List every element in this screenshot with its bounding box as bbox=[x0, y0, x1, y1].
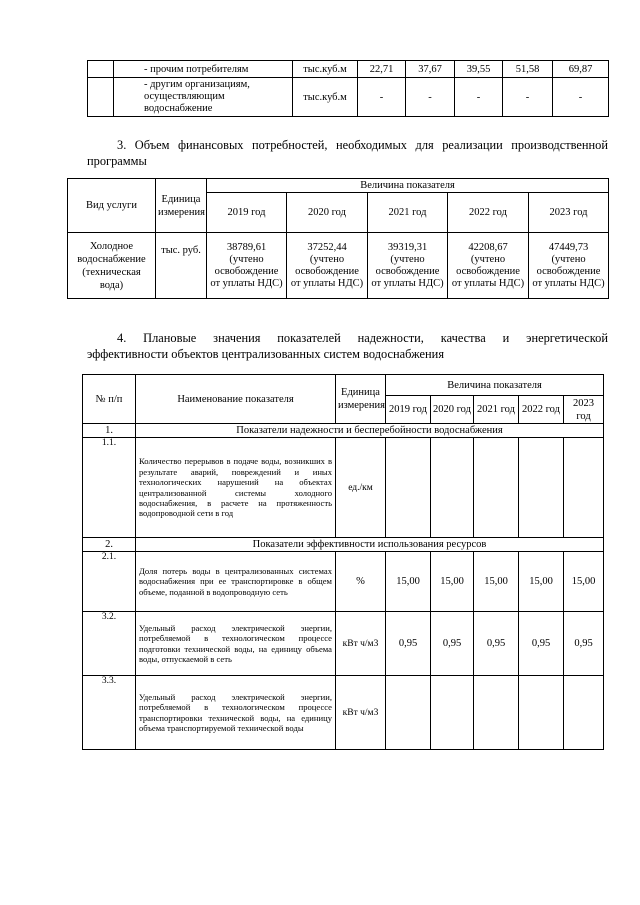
header-year: 2022 год bbox=[519, 396, 564, 424]
header-value: Величина показателя bbox=[386, 375, 604, 396]
row-name: - другим организациям, осуществляющим водоснабжение bbox=[114, 78, 293, 117]
cell-value bbox=[474, 676, 519, 750]
header-year: 2023 год bbox=[529, 193, 609, 233]
header-service: Вид услуги bbox=[68, 179, 156, 233]
row-name: Удельный расход электрической энергии, потребляемой в технологическом процессе подготовки технической воды, на единицу объема воды, отпускаемой в сеть bbox=[136, 612, 336, 676]
row-unit: тыс.куб.м bbox=[293, 61, 358, 78]
cell-value: 15,00 bbox=[431, 552, 474, 612]
cell-value: 38789,61 (учтено освобождение от уплаты НДС) bbox=[207, 233, 287, 299]
section3-title: 3. Объем финансовых потребностей, необходимых для реализации производственной программы bbox=[87, 138, 608, 168]
cell-value: 22,71 bbox=[358, 61, 406, 78]
consumption-table bbox=[87, 60, 609, 117]
row-name: Удельный расход электрической энергии, потребляемой в технологическом процессе транспортировки технической воды, на единицу объема транспортируемой технической воды bbox=[136, 676, 336, 750]
row-name: Количество перерывов в подаче воды, возникших в результате аварий, повреждений и иных технологических нарушений на объектах централизованной системы холодного водоснабжения, в расчете на протяженность водопроводной сети в год bbox=[136, 438, 336, 538]
cell-value: 0,95 bbox=[564, 612, 604, 676]
financial-needs-table bbox=[67, 178, 609, 299]
cell-value bbox=[564, 438, 604, 538]
cell-value: - bbox=[358, 78, 406, 117]
cell-value: 37252,44 (учтено освобождение от уплаты НДС) bbox=[287, 233, 368, 299]
cell-value: 51,58 bbox=[503, 61, 553, 78]
cell-value: - bbox=[553, 78, 609, 117]
table-row bbox=[83, 612, 604, 676]
header-year: 2019 год bbox=[386, 396, 431, 424]
cell-value bbox=[564, 676, 604, 750]
cell-value: 0,95 bbox=[474, 612, 519, 676]
row-num: 2.1. bbox=[83, 552, 136, 612]
row-service: Холодное водоснабжение (техническая вода) bbox=[68, 233, 156, 299]
header-year: 2023 год bbox=[564, 396, 604, 424]
table-row bbox=[83, 552, 604, 612]
cell-value: 39,55 bbox=[455, 61, 503, 78]
header-year: 2021 год bbox=[474, 396, 519, 424]
row-unit: тыс. руб. bbox=[156, 233, 207, 299]
header-num: № п/п bbox=[83, 375, 136, 424]
group-row bbox=[83, 424, 604, 438]
cell-value: 15,00 bbox=[474, 552, 519, 612]
cell-value bbox=[431, 438, 474, 538]
cell-value: - bbox=[503, 78, 553, 117]
section4-title bbox=[87, 330, 608, 362]
row-name: - прочим потребителям bbox=[114, 61, 293, 78]
header-unit: Единица измерения bbox=[156, 179, 207, 233]
row-name: Доля потерь воды в централизованных системах водоснабжения при ее транспортировке в общем объеме, поданной в водопроводную сеть bbox=[136, 552, 336, 612]
cell-value: 15,00 bbox=[386, 552, 431, 612]
header-year: 2020 год bbox=[431, 396, 474, 424]
cell-value: 39319,31 (учтено освобождение от уплаты НДС) bbox=[368, 233, 448, 299]
cell-value: 69,87 bbox=[553, 61, 609, 78]
row-num: 3.2. bbox=[83, 612, 136, 676]
cell-value: - bbox=[455, 78, 503, 117]
row-num: 3.3. bbox=[83, 676, 136, 750]
cell-value bbox=[519, 676, 564, 750]
header-unit: Единица измерения bbox=[336, 375, 386, 424]
cell-value: 0,95 bbox=[431, 612, 474, 676]
cell-value: 0,95 bbox=[519, 612, 564, 676]
table-row bbox=[83, 438, 604, 538]
cell-value: 15,00 bbox=[564, 552, 604, 612]
cell-value bbox=[386, 676, 431, 750]
indicators-table bbox=[82, 374, 604, 750]
group-title: Показатели эффективности использования ресурсов bbox=[136, 538, 604, 552]
cell-value: 37,67 bbox=[406, 61, 455, 78]
group-num: 1. bbox=[83, 424, 136, 438]
table-row bbox=[68, 233, 609, 299]
row-unit: ед./км bbox=[336, 438, 386, 538]
header-year: 2021 год bbox=[368, 193, 448, 233]
section4-title-line2: эффективности объектов централизованных систем водоснабжения bbox=[87, 347, 445, 361]
cell-value: 0,95 bbox=[386, 612, 431, 676]
header-year: 2022 год bbox=[448, 193, 529, 233]
row-num: 1.1. bbox=[83, 438, 136, 538]
group-title: Показатели надежности и бесперебойности водоснабжения bbox=[136, 424, 604, 438]
cell-value bbox=[386, 438, 431, 538]
cell-value bbox=[431, 676, 474, 750]
header-year: 2019 год bbox=[207, 193, 287, 233]
row-unit: кВт ч/м3 bbox=[336, 612, 386, 676]
group-num: 2. bbox=[83, 538, 136, 552]
table-row bbox=[83, 676, 604, 750]
header-name: Наименование показателя bbox=[136, 375, 336, 424]
section4-title-line1: 4. Плановые значения показателей надежности, качества и энергетической bbox=[117, 331, 608, 345]
cell-value: - bbox=[406, 78, 455, 117]
group-row bbox=[83, 538, 604, 552]
cell-value bbox=[474, 438, 519, 538]
cell-value: 42208,67 (учтено освобождение от уплаты НДС) bbox=[448, 233, 529, 299]
cell-value bbox=[519, 438, 564, 538]
table-row bbox=[88, 78, 609, 117]
row-unit: тыс.куб.м bbox=[293, 78, 358, 117]
row-unit: % bbox=[336, 552, 386, 612]
row-unit: кВт ч/м3 bbox=[336, 676, 386, 750]
table-row bbox=[88, 61, 609, 78]
header-year: 2020 год bbox=[287, 193, 368, 233]
cell-value: 15,00 bbox=[519, 552, 564, 612]
header-value: Величина показателя bbox=[207, 179, 609, 193]
cell-value: 47449,73 (учтено освобождение от уплаты НДС) bbox=[529, 233, 609, 299]
